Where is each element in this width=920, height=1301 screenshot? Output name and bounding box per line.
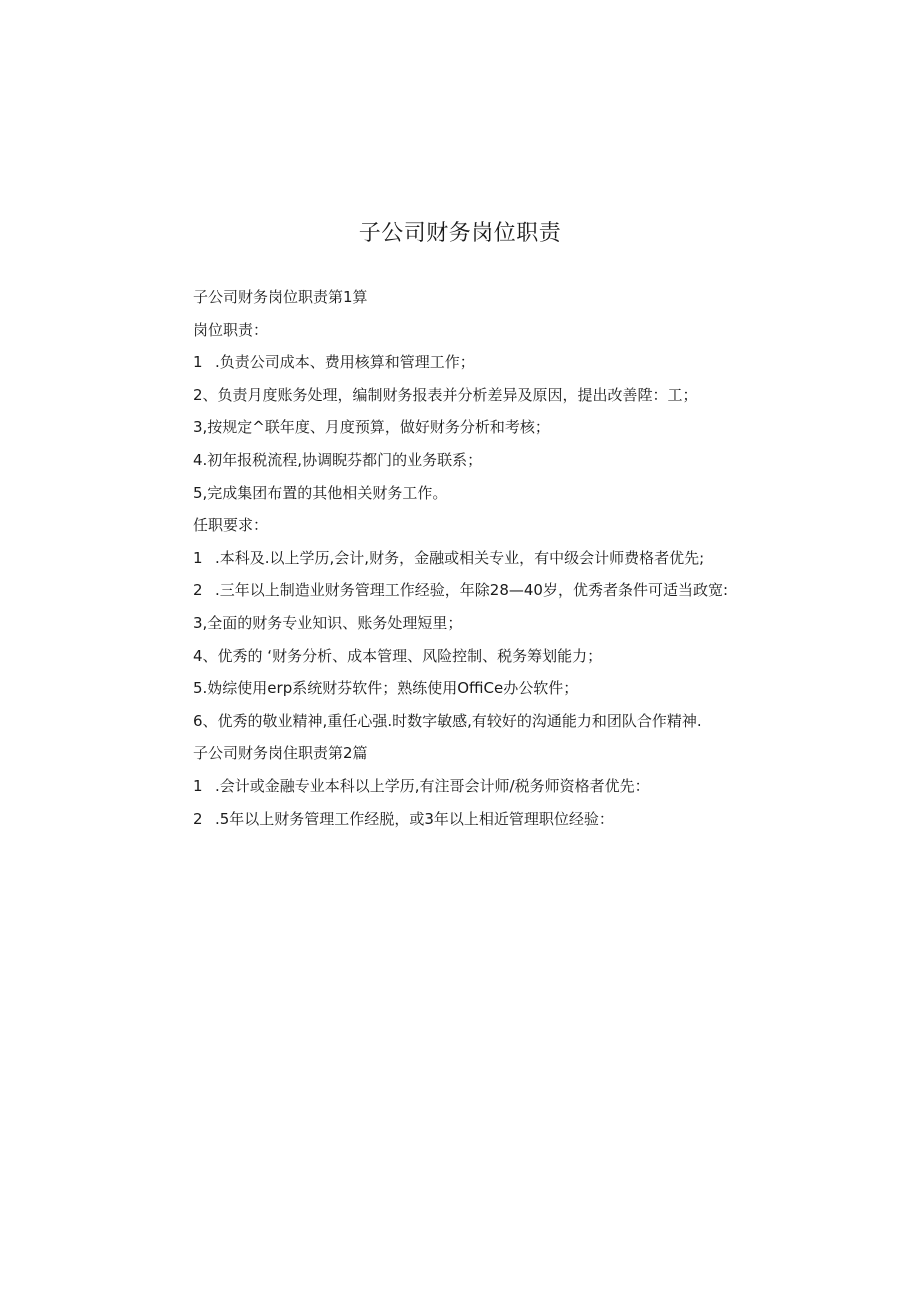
list-item xyxy=(193,545,813,578)
list-item xyxy=(193,610,813,643)
line-text: .本科及.以上学历,会计,财务，金融或相关专业，有中级会计师费格者优先; xyxy=(215,548,705,567)
document-title: 子公司财务岗位职责 xyxy=(358,221,562,246)
line-text: .三年以上制造业财务管理工作经验，年除28—40岁，优秀者条件可适当政宽: xyxy=(215,581,728,600)
line-text: .负责公司成本、费用核算和管理工作； xyxy=(215,353,475,372)
line-text: .5年以上财务管理工作经脱，或3年以上相近管理职位经验： xyxy=(215,809,614,828)
list-item xyxy=(193,447,813,480)
list-item xyxy=(193,414,813,447)
line-text: 5,完成集团布置的其他相关财务工作。 xyxy=(193,483,448,502)
list-number: 1 xyxy=(193,776,203,795)
list-item xyxy=(193,480,813,513)
line-text: .会计或金融专业本科以上学历,有注哥会计师/税务师资格者优先： xyxy=(215,776,650,795)
list-number: 1 xyxy=(193,548,203,567)
section-heading xyxy=(193,284,813,317)
list-item xyxy=(193,675,813,708)
subheading xyxy=(193,317,813,350)
line-text: 子公司财务岗位职责第1算 xyxy=(193,288,368,306)
list-item xyxy=(193,773,813,806)
line-text: 任职要求： xyxy=(193,516,269,535)
line-text: 5.妫综使用erp系统财芬软件；熟练使用OffiCe办公软件； xyxy=(193,679,579,698)
line-text: 子公司财务岗住职责第2篇 xyxy=(193,744,368,763)
section-heading xyxy=(193,740,813,773)
line-text: 2、负责月度账务处理，编制财务报表并分析差异及原因，提出改善陞：工； xyxy=(193,385,698,404)
line-text: 6、优秀的敬业精神,重任心强.时数字敏感,有较好的沟通能力和团队合作精神. xyxy=(193,711,702,730)
list-item xyxy=(193,708,813,741)
list-item xyxy=(193,806,813,839)
line-text: 4.初年报税流程,协调睨芬都门的业务联系； xyxy=(193,450,483,469)
line-text: 岗位职责： xyxy=(193,320,269,339)
list-number: 2 xyxy=(193,581,203,600)
list-item xyxy=(193,382,813,415)
line-text: 4、优秀的 ‘财务分析、成本管理、风险控制、税务筹划能力； xyxy=(193,646,603,665)
list-item xyxy=(193,577,813,610)
line-text: 3,按规定^联年度、月度预算，做好财务分析和考核； xyxy=(193,418,550,437)
list-item xyxy=(193,643,813,676)
subheading xyxy=(193,512,813,545)
list-number: 2 xyxy=(193,809,203,828)
list-item xyxy=(193,349,813,382)
document-body xyxy=(193,284,813,838)
list-number: 1 xyxy=(193,353,203,372)
line-text: 3,全面的财务专业知识、账务处理短里； xyxy=(193,613,463,632)
